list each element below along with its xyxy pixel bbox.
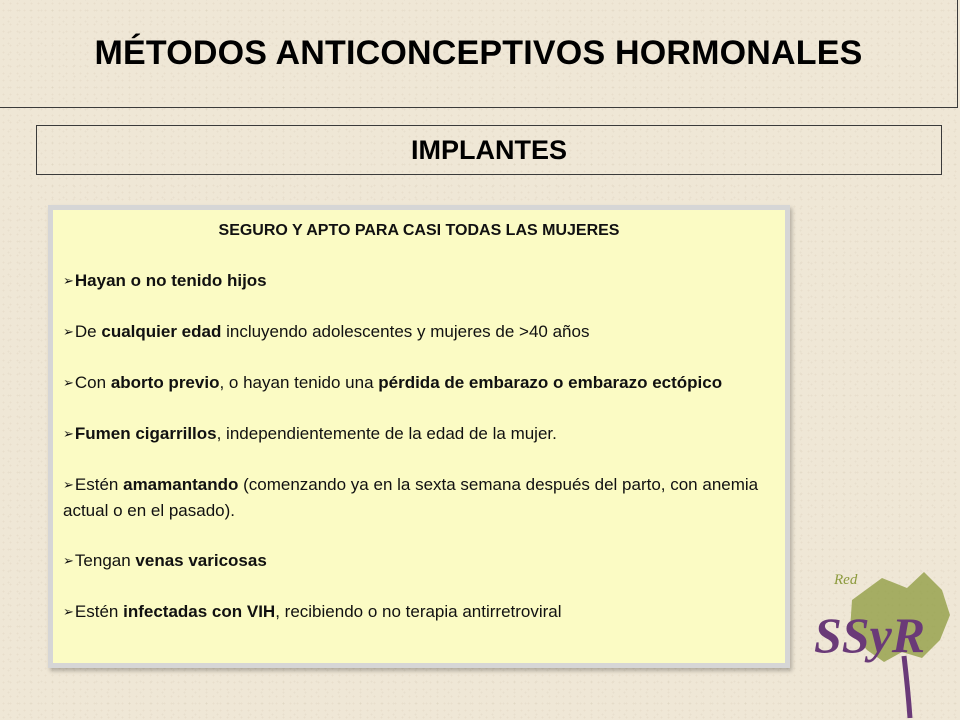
bullet-text: Tengan: [74, 551, 136, 570]
page-title: MÉTODOS ANTICONCEPTIVOS HORMONALES: [94, 34, 863, 72]
logo-stroke: [904, 656, 910, 718]
bullet-text: , recibiendo o no terapia antirretroviral: [275, 602, 562, 621]
bullet-list: [63, 268, 775, 625]
bullet-item: [63, 421, 775, 447]
logo-small-text: Red: [834, 572, 858, 588]
content-heading: SEGURO Y APTO PARA CASI TODAS LAS MUJERES: [218, 222, 620, 239]
bullet-text-bold: Fumen cigarrillos: [74, 424, 217, 443]
bullet-item: [63, 370, 775, 396]
bullet-item: [63, 319, 775, 345]
arrow-bullet-icon: ➢: [63, 426, 74, 441]
bullet-text: (comenzando ya en la sexta semana después del parto, con anemia actual o en el pasado).: [63, 475, 759, 520]
logo-main-text: SSyR: [814, 607, 926, 663]
bullet-text-bold: amamantando: [123, 475, 239, 494]
title-box: [0, 0, 958, 108]
arrow-bullet-icon: ➢: [63, 324, 74, 339]
bullet-text: Estén: [74, 602, 124, 621]
bullet-text: incluyendo adolescentes y mujeres de >40 años: [221, 322, 590, 341]
bullet-text-bold: cualquier edad: [101, 322, 222, 341]
bullet-text-bold: pérdida de embarazo o embarazo ectópico: [378, 373, 723, 392]
bullet-item: [63, 268, 775, 294]
bullet-text-bold: aborto previo: [110, 373, 220, 392]
bullet-text: De: [74, 322, 102, 341]
bullet-text-bold: Hayan o no tenido hijos: [74, 271, 267, 290]
section-subtitle: IMPLANTES: [410, 134, 567, 165]
bullet-text: , o hayan tenido una: [219, 373, 379, 392]
bullet-text-bold: venas varicosas: [135, 551, 267, 570]
bullet-text-bold: infectadas con VIH: [123, 602, 276, 621]
bullet-text: Con: [74, 373, 111, 392]
arrow-bullet-icon: ➢: [63, 477, 74, 492]
bullet-item: [63, 599, 775, 625]
bullet-item: [63, 548, 775, 574]
arrow-bullet-icon: ➢: [63, 604, 74, 619]
bullet-text: , independientemente de la edad de la mujer.: [216, 424, 557, 443]
content-box: [48, 205, 790, 668]
arrow-bullet-icon: ➢: [63, 553, 74, 568]
bullet-text: Estén: [74, 475, 124, 494]
subtitle-box: [36, 125, 942, 175]
arrow-bullet-icon: ➢: [63, 273, 74, 288]
arrow-bullet-icon: ➢: [63, 375, 74, 390]
bullet-item: [63, 472, 775, 523]
red-ssyr-logo: [812, 560, 960, 720]
